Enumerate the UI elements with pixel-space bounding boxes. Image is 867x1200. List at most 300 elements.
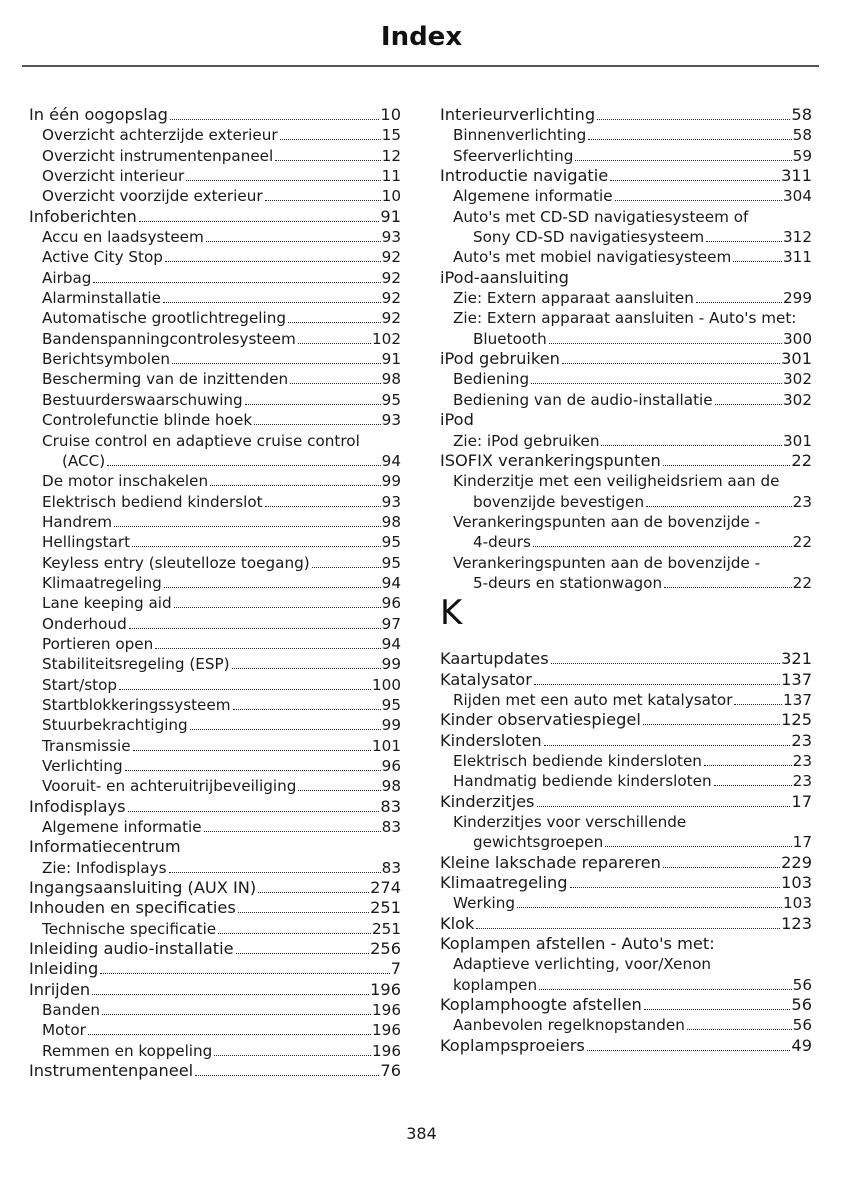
index-subentry: [440, 771, 812, 791]
page-title: Index: [380, 22, 463, 52]
entry-text: Adaptieve verlichting, voor/Xenon: [453, 955, 712, 974]
index-subentry: [29, 1000, 401, 1020]
entry-page-number: 97: [381, 614, 401, 633]
dot-leader: [93, 282, 380, 283]
entry-text: Zie: Extern apparaat aansluiten: [453, 289, 694, 308]
dot-leader: [562, 363, 780, 364]
index-subentry: [29, 186, 401, 206]
entry-page-number: 76: [380, 1061, 401, 1081]
entry-text: Rijden met een auto met katalysator: [453, 690, 733, 709]
entry-page-number: 251: [370, 898, 401, 918]
entry-page-number: 274: [370, 878, 401, 898]
entry-page-number: 12: [381, 146, 401, 165]
entry-text: Algemene informatie: [42, 818, 202, 837]
entry-text: (ACC): [62, 451, 106, 470]
dot-leader: [588, 139, 791, 140]
dot-leader: [107, 465, 380, 466]
entry-page-number: 92: [381, 289, 401, 308]
index-subentry: [29, 817, 401, 837]
entry-page-number: 15: [381, 126, 401, 145]
index-subentry: [440, 471, 812, 491]
entry-page-number: 56: [791, 995, 812, 1015]
section-letter: K: [440, 593, 463, 634]
dot-leader: [664, 587, 792, 588]
entry-page-number: 123: [781, 913, 812, 933]
dot-leader: [206, 241, 381, 242]
entry-text: Verankeringspunten aan de bovenzijde -: [453, 553, 761, 572]
index-subentry: [29, 614, 401, 634]
dot-leader: [734, 704, 782, 705]
entry-page-number: 56: [792, 1016, 812, 1035]
entry-page-number: 312: [783, 228, 812, 247]
entry-page-number: 10: [381, 187, 401, 206]
entry-text: Algemene informatie: [453, 187, 613, 206]
index-subentry: [440, 975, 812, 995]
dot-leader: [169, 872, 381, 873]
dot-leader: [534, 684, 780, 685]
entry-text: Bandenspanningcontrolesysteem: [42, 329, 296, 348]
entry-text: Cruise control en adaptieve cruise control: [42, 431, 360, 450]
index-subentry: [29, 695, 401, 715]
index-subentry: [29, 736, 401, 756]
dot-leader: [210, 485, 381, 486]
index-subentry: [29, 919, 401, 939]
index-entry: [440, 349, 812, 369]
index-entry: [440, 410, 812, 430]
entry-text: Hellingstart: [42, 533, 131, 552]
entry-text: Bluetooth: [473, 329, 547, 348]
index-entry: [29, 878, 401, 898]
entry-text: Controlefunctie blinde hoek: [42, 411, 253, 430]
dot-leader: [476, 928, 780, 929]
entry-page-number: 299: [783, 289, 812, 308]
dot-leader: [254, 424, 381, 425]
index-subentry: [29, 288, 401, 308]
dot-leader: [170, 119, 380, 120]
dot-leader: [663, 465, 791, 466]
entry-page-number: 137: [783, 690, 812, 709]
index-entry: [440, 1036, 812, 1056]
index-entry: [440, 166, 812, 186]
entry-text: Kleine lakschade repareren: [440, 852, 661, 872]
index-subentry: [29, 1041, 401, 1061]
entry-text: iPod-aansluiting: [440, 267, 569, 287]
entry-page-number: 98: [381, 370, 401, 389]
entry-page-number: 96: [381, 757, 401, 775]
entry-text: Technische specificatie: [42, 919, 217, 938]
entry-text: 4-deurs: [473, 533, 531, 552]
entry-text: Handmatig bediende kindersloten: [453, 772, 712, 791]
index-subentry: [29, 329, 401, 349]
entry-text: Accu en laadsysteem: [42, 228, 204, 247]
index-entry: [440, 853, 812, 873]
dot-leader: [605, 846, 791, 847]
entry-text: Infodisplays: [29, 796, 126, 816]
entry-page-number: 23: [792, 772, 812, 791]
dot-leader: [570, 887, 781, 888]
entry-text: Inrijden: [29, 979, 91, 999]
entry-page-number: 59: [792, 146, 812, 165]
index-subentry: [29, 146, 401, 166]
index-entry: [29, 1061, 401, 1081]
index-subentry: [440, 690, 812, 710]
index-subentry: [440, 751, 812, 771]
entry-text: Bediening: [453, 370, 530, 389]
entry-text: Binnenverlichting: [453, 126, 587, 145]
dot-leader: [539, 989, 792, 990]
entry-page-number: 94: [381, 573, 401, 592]
index-subentry: [29, 634, 401, 654]
entry-text: ISOFIX verankeringspunten: [440, 450, 661, 470]
entry-page-number: 99: [381, 472, 401, 491]
entry-page-number: 98: [381, 777, 401, 796]
entry-page-number: 304: [783, 187, 812, 206]
entry-text: Kaartupdates: [440, 649, 549, 669]
entry-page-number: 94: [381, 634, 401, 653]
dot-leader: [238, 912, 369, 913]
entry-text: 5-deurs en stationwagon: [473, 573, 663, 592]
entry-text: Sfeerverlichting: [453, 146, 574, 165]
entry-page-number: 22: [792, 573, 812, 592]
dot-leader: [706, 241, 782, 242]
entry-page-number: 302: [783, 390, 812, 409]
index-subentry: [440, 573, 812, 593]
dot-leader: [733, 261, 782, 262]
dot-leader: [714, 785, 792, 786]
index-entry: [440, 731, 812, 751]
dot-leader: [236, 953, 369, 954]
dot-leader: [696, 302, 782, 303]
entry-page-number: 7: [390, 959, 401, 979]
entry-text: Inleiding: [29, 959, 99, 979]
index-subentry: [29, 227, 401, 247]
entry-page-number: 83: [380, 796, 401, 816]
entry-text: Portieren open: [42, 634, 154, 653]
index-entry: [440, 268, 812, 288]
dot-leader: [575, 160, 791, 161]
index-entry: [29, 959, 401, 979]
entry-text: iPod: [440, 410, 474, 430]
index-subentry: [29, 268, 401, 288]
entry-page-number: 11: [381, 167, 401, 186]
entry-page-number: 196: [372, 1001, 401, 1020]
entry-text: Banden: [42, 1001, 100, 1020]
dot-leader: [531, 383, 782, 384]
entry-text: De motor inschakelen: [42, 472, 209, 491]
entry-page-number: 96: [381, 594, 401, 613]
dot-leader: [92, 994, 369, 995]
entry-page-number: 58: [792, 126, 812, 145]
index-subentry: [440, 186, 812, 206]
index-entry: [440, 792, 812, 812]
dot-leader: [258, 892, 369, 893]
index-entry: [440, 914, 812, 934]
entry-page-number: 56: [792, 975, 812, 994]
entry-text: Klimaatregeling: [440, 873, 568, 893]
index-entry: [29, 207, 401, 227]
dot-leader: [119, 689, 371, 690]
entry-page-number: 125: [781, 710, 812, 730]
index-entry: [29, 797, 401, 817]
entry-text: Klok: [440, 913, 475, 933]
entry-text: Handrem: [42, 512, 113, 531]
entry-page-number: 137: [781, 669, 812, 689]
index-entry: [440, 649, 812, 669]
index-entry: [29, 105, 401, 125]
dot-leader: [298, 790, 380, 791]
entry-text: iPod gebruiken: [440, 349, 560, 369]
dot-leader: [190, 729, 381, 730]
dot-leader: [186, 180, 380, 181]
entry-page-number: 17: [792, 833, 812, 852]
dot-leader: [715, 404, 782, 405]
index-subentry: [29, 369, 401, 389]
entry-page-number: 91: [380, 206, 401, 226]
entry-text: Infoberichten: [29, 206, 137, 226]
index-subentry: [440, 247, 812, 267]
entry-page-number: 251: [372, 919, 401, 938]
entry-page-number: 229: [781, 852, 812, 872]
index-subentry: [440, 329, 812, 349]
dot-leader: [312, 567, 381, 568]
entry-page-number: 92: [381, 309, 401, 328]
dot-leader: [517, 907, 782, 908]
entry-text: Automatische grootlichtregeling: [42, 309, 287, 328]
index-subentry: [29, 776, 401, 796]
entry-text: Bediening van de audio-installatie: [453, 390, 713, 409]
entry-page-number: 94: [381, 451, 401, 470]
index-subentry: [29, 675, 401, 695]
index-subentry: [440, 1015, 812, 1035]
dot-leader: [644, 1009, 791, 1010]
entry-text: Verankeringspunten aan de bovenzijde -: [453, 512, 761, 531]
index-subentry: [29, 247, 401, 267]
entry-text: Stuurbekrachtiging: [42, 716, 188, 735]
entry-page-number: 196: [370, 979, 401, 999]
dot-leader: [587, 1050, 791, 1051]
entry-page-number: 91: [381, 350, 401, 369]
page-number: 384: [406, 1124, 437, 1143]
entry-text: Informatiecentrum: [29, 837, 181, 857]
dot-leader: [155, 648, 380, 649]
entry-text: Klimaatregeling: [42, 573, 162, 592]
index-entry: [440, 670, 812, 690]
entry-text: Koplamphoogte afstellen: [440, 995, 642, 1015]
dot-leader: [551, 663, 780, 664]
entry-text: Auto's met CD-SD navigatiesysteem of: [453, 207, 749, 226]
index-subentry: [440, 512, 812, 532]
entry-text: Elektrisch bediend kinderslot: [42, 492, 263, 511]
index-subentry: [440, 812, 812, 832]
entry-text: Bestuurderswaarschuwing: [42, 390, 243, 409]
entry-text: Aanbevolen regelknopstanden: [453, 1016, 685, 1035]
entry-page-number: 95: [381, 390, 401, 409]
entry-text: In één oogopslag: [29, 105, 168, 124]
index-subentry: [29, 410, 401, 430]
entry-text: Verlichting: [42, 757, 123, 775]
entry-page-number: 101: [372, 736, 401, 755]
entry-text: bovenzijde bevestigen: [473, 492, 645, 511]
dot-leader: [133, 750, 371, 751]
index-subentry: [29, 431, 401, 451]
entry-page-number: 93: [381, 411, 401, 430]
dot-leader: [643, 724, 780, 725]
dot-leader: [275, 160, 380, 161]
entry-page-number: 311: [783, 248, 812, 267]
entry-text: Motor: [42, 1021, 86, 1040]
dot-leader: [265, 506, 381, 507]
index-subentry: [440, 431, 812, 451]
index-subentry: [440, 492, 812, 512]
entry-page-number: 99: [381, 655, 401, 674]
entry-page-number: 301: [781, 349, 812, 369]
entry-page-number: 22: [792, 533, 812, 552]
index-entry: [440, 451, 812, 471]
entry-text: Zie: Extern apparaat aansluiten - Auto's met:: [453, 309, 797, 328]
dot-leader: [646, 506, 792, 507]
index-subentry: [29, 715, 401, 735]
entry-text: Inhouden en specificaties: [29, 898, 236, 918]
entry-page-number: 100: [372, 675, 401, 694]
entry-text: gewichtsgroepen: [473, 833, 604, 852]
index-subentry: [29, 756, 401, 776]
index-column-right: [440, 105, 812, 1056]
entry-text: Sony CD-SD navigatiesysteem: [473, 228, 705, 247]
entry-page-number: 95: [381, 533, 401, 552]
entry-page-number: 93: [381, 492, 401, 511]
entry-page-number: 23: [791, 730, 812, 750]
index-subentry: [29, 390, 401, 410]
entry-page-number: 311: [781, 166, 812, 186]
dot-leader: [114, 526, 381, 527]
entry-text: Katalysator: [440, 669, 532, 689]
entry-text: Alarminstallatie: [42, 289, 161, 308]
entry-text: Auto's met mobiel navigatiesysteem: [453, 248, 732, 267]
dot-leader: [245, 404, 381, 405]
entry-text: Overzicht voorzijde exterieur: [42, 187, 263, 206]
index-subentry: [440, 125, 812, 145]
entry-page-number: 301: [783, 431, 812, 450]
dot-leader: [165, 261, 381, 262]
entry-page-number: 92: [381, 268, 401, 287]
index-entry: [29, 980, 401, 1000]
dot-leader: [280, 139, 381, 140]
index-subentry: [440, 532, 812, 552]
entry-text: Vooruit- en achteruitrijbeveiliging: [42, 777, 297, 796]
entry-text: Kinderzitjes voor verschillende: [453, 813, 687, 831]
entry-page-number: 58: [791, 105, 812, 124]
entry-page-number: 196: [372, 1041, 401, 1060]
index-subentry: [29, 349, 401, 369]
index-subentry: [29, 471, 401, 491]
entry-text: Zie: Infodisplays: [42, 858, 167, 877]
index-group-i: [440, 105, 812, 593]
entry-text: Koplampen afstellen - Auto's met:: [440, 934, 715, 954]
index-subentry: [440, 832, 812, 852]
entry-page-number: 22: [791, 450, 812, 470]
header-divider: [22, 65, 819, 67]
dot-leader: [139, 221, 380, 222]
entry-page-number: 103: [783, 894, 812, 913]
entry-text: Inleiding audio-installatie: [29, 939, 234, 959]
entry-page-number: 302: [783, 370, 812, 389]
entry-text: Overzicht interieur: [42, 167, 185, 186]
dot-leader: [102, 1014, 371, 1015]
dot-leader: [128, 811, 380, 812]
index-column-left: [29, 105, 401, 1082]
entry-page-number: 23: [792, 492, 812, 511]
dot-leader: [125, 770, 381, 771]
dot-leader: [597, 119, 790, 120]
index-subentry: [440, 207, 812, 227]
dot-leader: [537, 806, 791, 807]
index-subentry: [440, 553, 812, 573]
entry-page-number: 23: [792, 751, 812, 770]
entry-text: Overzicht instrumentenpaneel: [42, 146, 274, 165]
index-subentry: [29, 553, 401, 573]
dot-leader: [218, 933, 371, 934]
index-subentry: [29, 308, 401, 328]
dot-leader: [290, 383, 381, 384]
index-entry: [440, 995, 812, 1015]
entry-page-number: 92: [381, 248, 401, 267]
entry-text: Berichtsymbolen: [42, 350, 170, 369]
dot-leader: [88, 1034, 371, 1035]
dot-leader: [533, 546, 792, 547]
entry-page-number: 256: [370, 939, 401, 959]
entry-text: Werking: [453, 894, 515, 913]
entry-text: Overzicht achterzijde exterieur: [42, 126, 278, 145]
index-subentry: [440, 146, 812, 166]
index-subentry: [440, 369, 812, 389]
entry-page-number: 95: [381, 695, 401, 714]
entry-text: Onderhoud: [42, 614, 127, 633]
entry-page-number: 83: [381, 818, 401, 837]
entry-text: Ingangsaansluiting (AUX IN): [29, 878, 257, 898]
index-subentry: [440, 893, 812, 913]
dot-leader: [687, 1029, 792, 1030]
entry-text: Introductie navigatie: [440, 166, 609, 186]
entry-page-number: 98: [381, 512, 401, 531]
entry-text: Koplampsproeiers: [440, 1035, 585, 1055]
entry-text: Kinderzitje met een veiligheidsriem aan de: [453, 472, 780, 491]
index-entry: [440, 934, 812, 954]
index-subentry: [29, 593, 401, 613]
entry-text: Interieurverlichting: [440, 105, 596, 124]
index-entry: [29, 939, 401, 959]
dot-leader: [100, 973, 389, 974]
entry-text: Kindersloten: [440, 730, 542, 750]
entry-page-number: 196: [372, 1021, 401, 1040]
entry-text: koplampen: [453, 975, 538, 994]
dot-leader: [232, 668, 381, 669]
index-subentry: [440, 288, 812, 308]
entry-page-number: 103: [781, 873, 812, 893]
index-subentry: [440, 954, 812, 974]
index-entry: [29, 898, 401, 918]
index-subentry: [29, 492, 401, 512]
index-subentry: [29, 532, 401, 552]
dot-leader: [163, 302, 381, 303]
entry-page-number: 95: [381, 553, 401, 572]
entry-page-number: 321: [781, 649, 812, 669]
entry-text: Bescherming van de inzittenden: [42, 370, 289, 389]
entry-page-number: 93: [381, 228, 401, 247]
entry-text: Elektrisch bediende kindersloten: [453, 751, 702, 770]
entry-page-number: 10: [380, 105, 401, 124]
dot-leader: [132, 546, 381, 547]
entry-text: Kinder observatiespiegel: [440, 710, 641, 730]
